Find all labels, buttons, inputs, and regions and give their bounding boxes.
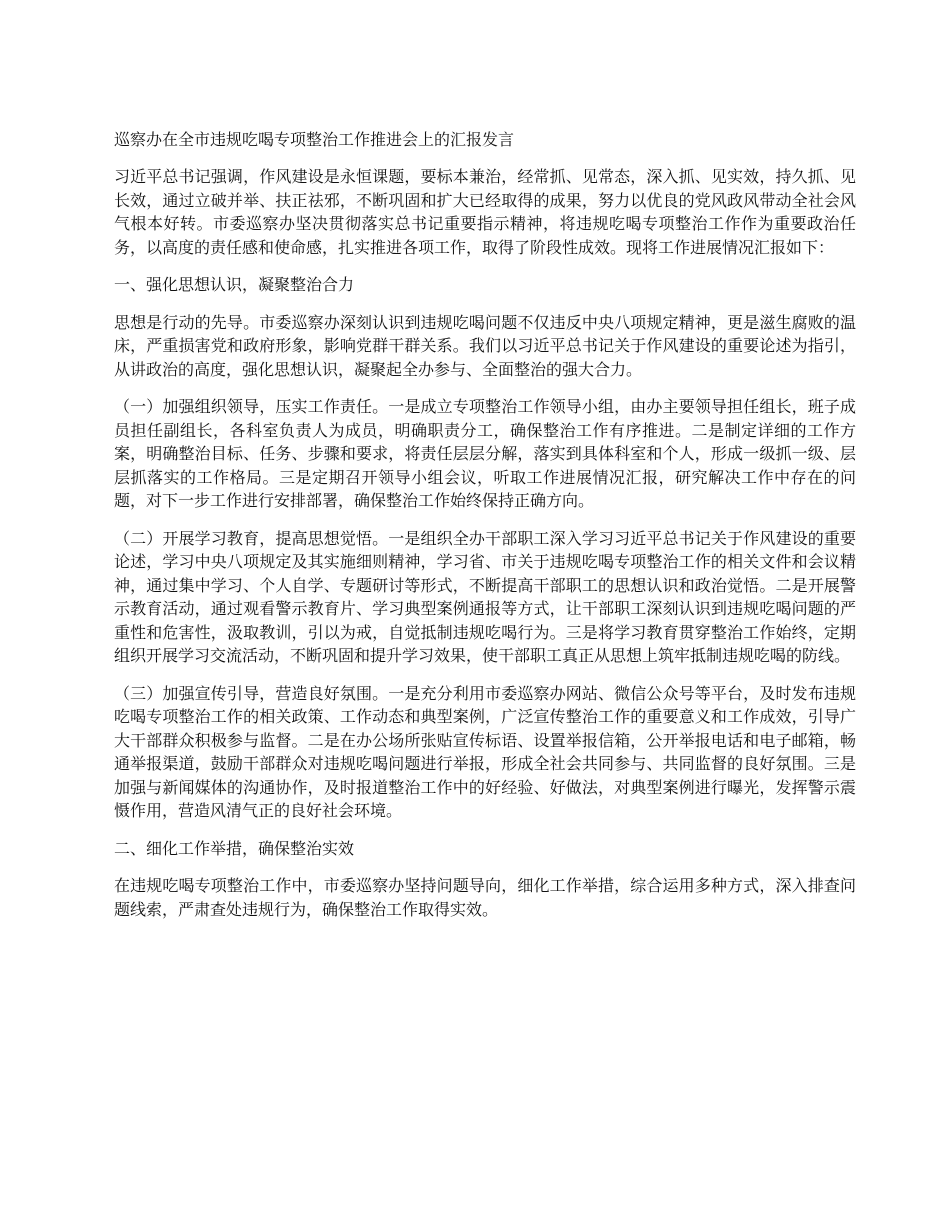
subsection-2-paragraph: （二）开展学习教育，提高思想觉悟。一是组织全办干部职工深入学习习近平总书记关于作风建设的重要论述，学习中央八项规定及其实施细则精神，学习省、市关于违规吃喝专项整治工作的相关文件和会议精神，通过集中学习、个人自学、专题研讨等形式，不断提高干部职工的思想认识和政治觉悟。二是开展警示教育活动，通过观看警示教育片、学习典型案例通报等方式，让干部职工深刻认识到违规吃喝问题的严重性和危害性，汲取教训，引以为戒，自觉抵制违规吃喝行为。三是将学习教育贯穿整治工作始终，定期组织开展学习交流活动，不断巩固和提升学习效果，使干部职工真正从思想上筑牢抵制违规吃喝的防线。	[114, 528, 856, 665]
section-2-intro-paragraph: 在违规吃喝专项整治工作中，市委巡察办坚持问题导向，细化工作举措，综合运用多种方式，深入排查问题线索，严肃查处违规行为，确保整治工作取得实效。	[114, 876, 856, 919]
document-title: 巡察办在全市违规吃喝专项整治工作推进会上的汇报发言	[114, 130, 515, 149]
subsection-3-paragraph: （三）加强宣传引导，营造良好氛围。一是充分利用市委巡察办网站、微信公众号等平台，及时发布违规吃喝专项整治工作的相关政策、工作动态和典型案例，广泛宣传整治工作的重要意义和工作成效，引导广大干部群众积极参与监督。二是在办公场所张贴宣传标语、设置举报信箱，公开举报电话和电子邮箱，畅通举报渠道，鼓励干部群众对违规吃喝问题进行举报，形成全社会共同参与、共同监督的良好氛围。三是加强与新闻媒体的沟通协作，及时报道整治工作中的好经验、好做法，对典型案例进行曝光，发挥警示震慑作用，营造风清气正的良好社会环境。	[114, 683, 856, 820]
subsection-1-paragraph: （一）加强组织领导，压实工作责任。一是成立专项整治工作领导小组，由办主要领导担任组长，班子成员担任副组长，各科室负责人为成员，明确职责分工，确保整治工作有序推进。二是制定详细的工作方案，明确整治目标、任务、步骤和要求，将责任层层分解，落实到具体科室和个人，形成一级抓一级、层层抓落实的工作格局。三是定期召开领导小组会议，听取工作进展情况汇报，研究解决工作中存在的问题，对下一步工作进行安排部署，确保整治工作始终保持正确方向。	[114, 397, 856, 510]
section-heading-2: 二、细化工作举措，确保整治实效	[114, 838, 355, 858]
section-heading-1: 一、强化思想认识，凝聚整治合力	[114, 275, 355, 294]
document-page	[114, 128, 856, 935]
section-1-intro-paragraph: 思想是行动的先导。市委巡察办深刻认识到违规吃喝问题不仅违反中央八项规定精神，更是滋生腐败的温床，严重损害党和政府形象，影响党群干群关系。我们以习近平总书记关于作风建设的重要论述为指引，从讲政治的高度，强化思想认识，凝聚起全办参与、全面整治的强大合力。	[114, 312, 856, 379]
intro-paragraph: 习近平总书记强调，作风建设是永恒课题，要标本兼治，经常抓、见常态，深入抓、见实效，持久抓、见长效，通过立破并举、扶正祛邪，不断巩固和扩大已经取得的成果，努力以优良的党风政风带动全社会风气根本好转。市委巡察办坚决贯彻落实总书记重要指示精神，将违规吃喝专项整治工作作为重要政治任务，以高度的责任感和使命感，扎实推进各项工作，取得了阶段性成效。现将工作进展情况汇报如下：	[114, 167, 856, 257]
